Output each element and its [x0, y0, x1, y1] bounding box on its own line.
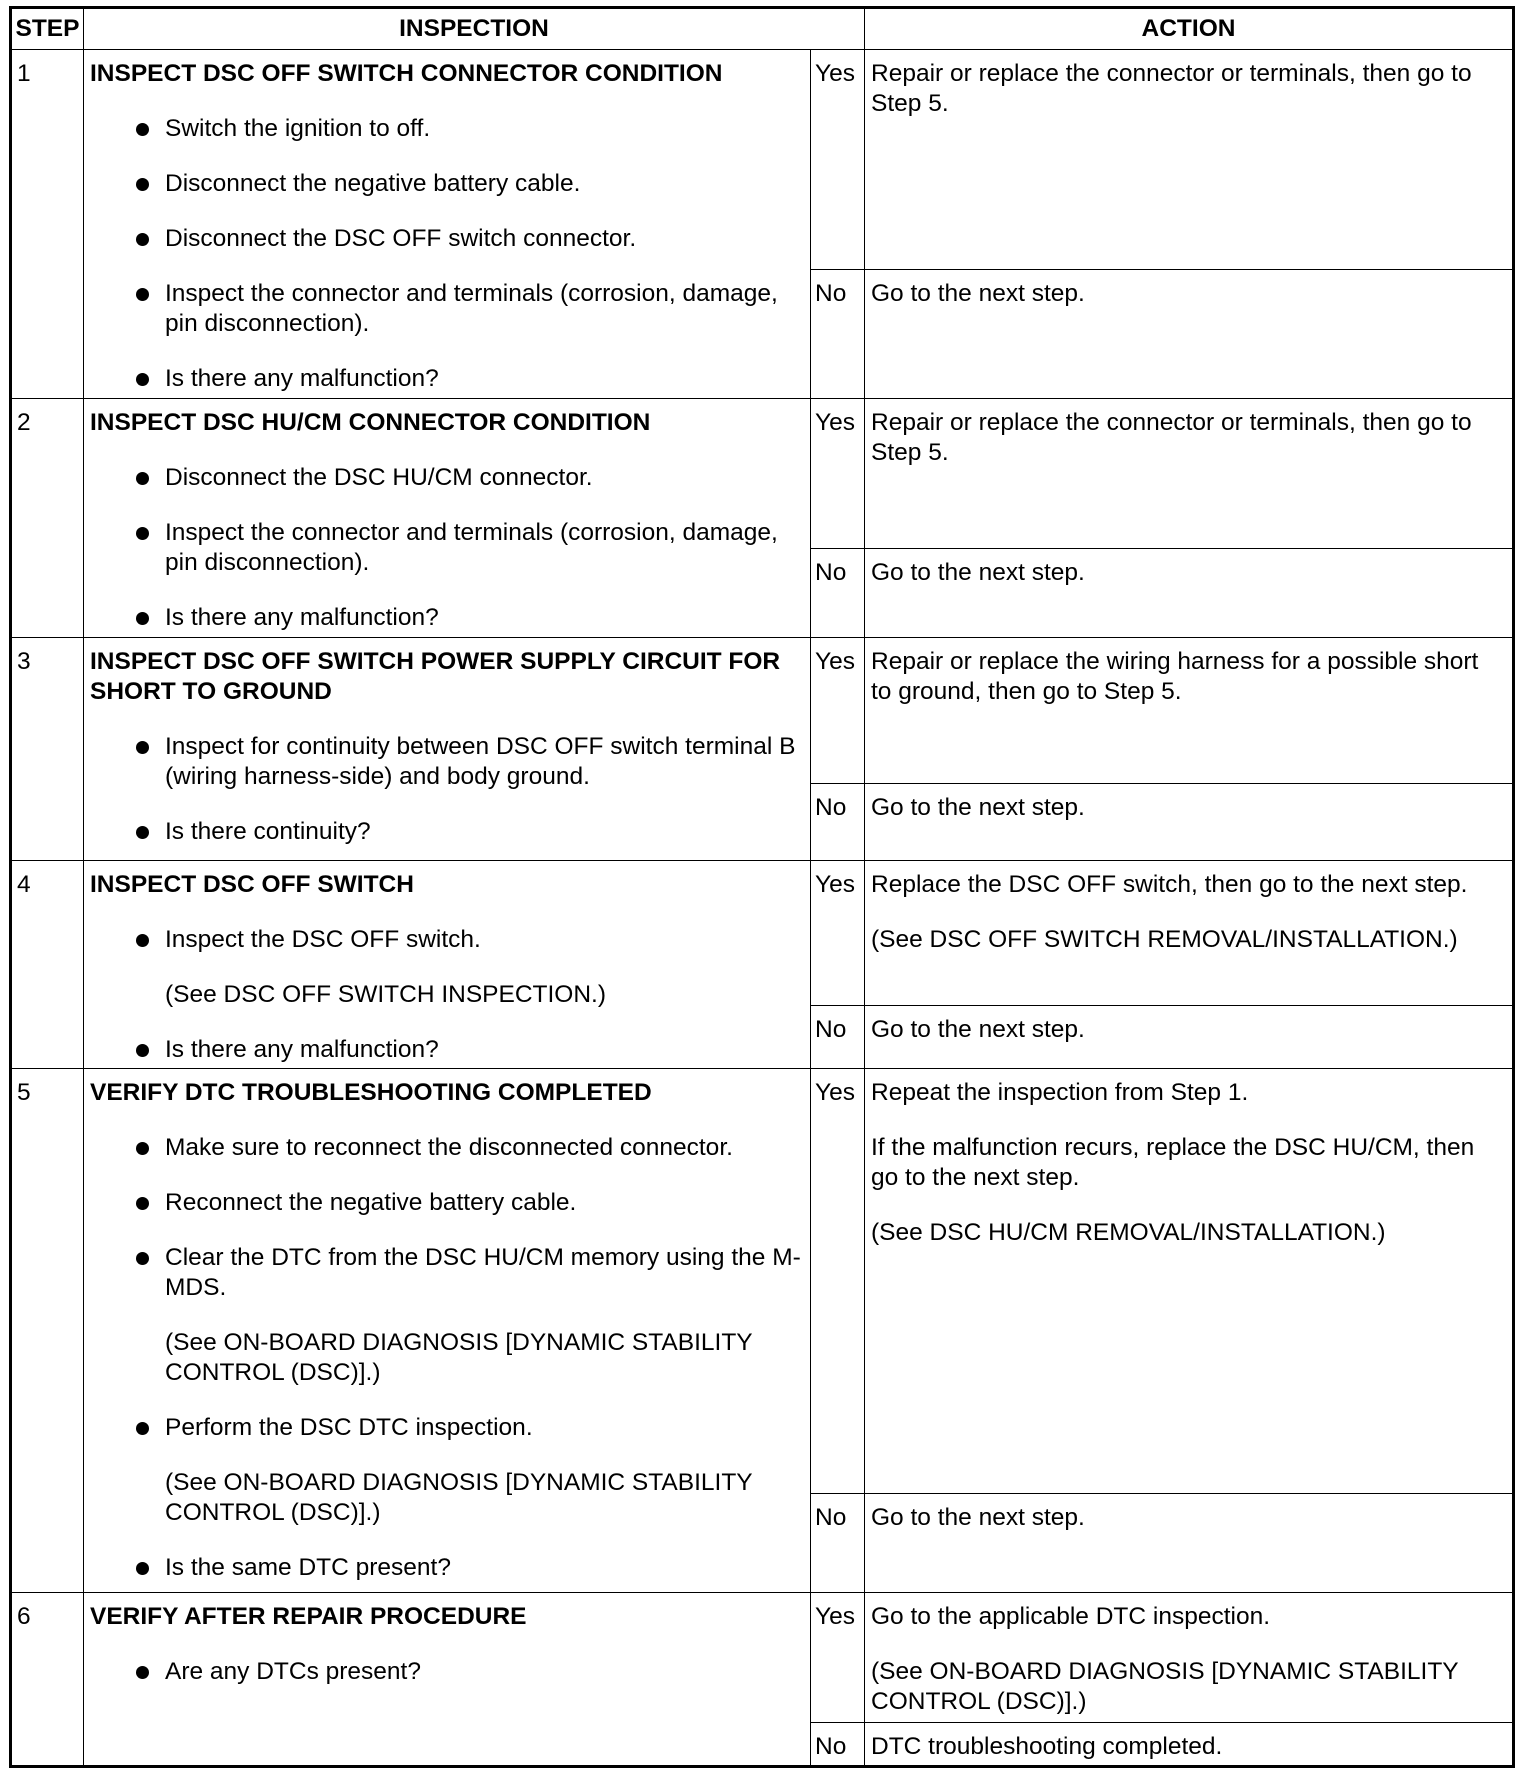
header-step: STEP: [11, 8, 84, 50]
inspection-cell: [84, 861, 811, 1069]
action-text: Go to the next step.: [871, 280, 1085, 307]
yes-action: [865, 1069, 1514, 1494]
bullet-text: Are any DTCs present?: [165, 1658, 421, 1685]
bullet-dot-icon: [136, 178, 149, 191]
bullet-dot-icon: [136, 1252, 149, 1265]
bullet-text: Reconnect the negative battery cable.: [165, 1189, 577, 1216]
step-number: 1: [11, 50, 84, 399]
step-row: [11, 399, 1514, 549]
bullet-text: Inspect the connector and terminals (corrosion, damage, pin disconnection).: [165, 280, 778, 337]
step-row: [11, 1069, 1514, 1494]
yes-label: Yes: [811, 399, 865, 549]
bullet-text: Perform the DSC DTC inspection.: [165, 1414, 533, 1441]
inspection-bullet: [90, 925, 804, 955]
action-text: Repeat the inspection from Step 1.: [871, 1079, 1249, 1106]
bullet-dot-icon: [136, 934, 149, 947]
step-title: INSPECT DSC OFF SWITCH POWER SUPPLY CIRCUIT FOR SHORT TO GROUND: [90, 648, 781, 705]
step-number: 3: [11, 638, 84, 861]
bullet-dot-icon: [136, 527, 149, 540]
action-text: (See DSC OFF SWITCH REMOVAL/INSTALLATION.): [871, 926, 1458, 953]
action-text: Repair or replace the wiring harness for a possible short to ground, then go to Step 5.: [871, 648, 1479, 705]
yes-label: Yes: [811, 638, 865, 784]
inspection-reference-note: (See ON-BOARD DIAGNOSIS [DYNAMIC STABILITY CONTROL (DSC)].): [165, 1329, 753, 1386]
step-title: INSPECT DSC HU/CM CONNECTOR CONDITION: [90, 409, 651, 436]
bullet-text: Disconnect the negative battery cable.: [165, 170, 581, 197]
inspection-bullet: [90, 1553, 804, 1583]
yes-action: [865, 1593, 1514, 1723]
no-label: No: [811, 549, 865, 638]
bullet-dot-icon: [136, 472, 149, 485]
action-text: Repair or replace the connector or terminals, then go to Step 5.: [871, 409, 1472, 466]
inspection-bullet: [90, 1035, 804, 1065]
step-row: [11, 861, 1514, 1006]
inspection-bullet: [90, 1657, 804, 1687]
inspection-cell: [84, 1593, 811, 1767]
yes-label: Yes: [811, 861, 865, 1006]
bullet-dot-icon: [136, 123, 149, 136]
inspection-bullet: [90, 817, 804, 847]
no-label: No: [811, 1494, 865, 1593]
bullet-dot-icon: [136, 1142, 149, 1155]
bullet-text: Is the same DTC present?: [165, 1554, 451, 1581]
troubleshooting-table: [9, 6, 1515, 1768]
bullet-text: Is there any malfunction?: [165, 365, 439, 392]
inspection-bullet: [90, 518, 804, 578]
step-number: 2: [11, 399, 84, 638]
yes-label: Yes: [811, 1069, 865, 1494]
step-number: 5: [11, 1069, 84, 1593]
header-inspection: INSPECTION: [84, 8, 865, 50]
bullet-text: Disconnect the DSC HU/CM connector.: [165, 464, 593, 491]
no-label: No: [811, 1723, 865, 1767]
yes-label: Yes: [811, 1593, 865, 1723]
bullet-dot-icon: [136, 1562, 149, 1575]
yes-action: [865, 861, 1514, 1006]
no-label: No: [811, 1006, 865, 1069]
step-number: 6: [11, 1593, 84, 1767]
step-title: VERIFY DTC TROUBLESHOOTING COMPLETED: [90, 1079, 652, 1106]
action-text: DTC troubleshooting completed.: [871, 1733, 1223, 1760]
bullet-text: Make sure to reconnect the disconnected connector.: [165, 1134, 733, 1161]
action-text: If the malfunction recurs, replace the DSC HU/CM, then go to the next step.: [871, 1134, 1475, 1191]
inspection-bullet: [90, 224, 804, 254]
inspection-bullet: [90, 463, 804, 493]
step-row: [11, 638, 1514, 784]
bullet-text: Disconnect the DSC OFF switch connector.: [165, 225, 637, 252]
inspection-cell: [84, 399, 811, 638]
action-text: Go to the applicable DTC inspection.: [871, 1603, 1271, 1630]
inspection-cell: [84, 1069, 811, 1593]
action-text: (See DSC HU/CM REMOVAL/INSTALLATION.): [871, 1219, 1386, 1246]
inspection-bullet: [90, 114, 804, 144]
no-action: [865, 1723, 1514, 1767]
bullet-dot-icon: [136, 1197, 149, 1210]
header-row: [11, 8, 1514, 50]
bullet-dot-icon: [136, 288, 149, 301]
bullet-dot-icon: [136, 373, 149, 386]
action-text: Go to the next step.: [871, 559, 1085, 586]
yes-action: [865, 50, 1514, 270]
inspection-bullet: [90, 279, 804, 339]
action-text: Replace the DSC OFF switch, then go to the next step.: [871, 871, 1468, 898]
no-action: [865, 549, 1514, 638]
inspection-bullet: [90, 1133, 804, 1163]
yes-action: [865, 638, 1514, 784]
bullet-text: Inspect the connector and terminals (corrosion, damage, pin disconnection).: [165, 519, 778, 576]
bullet-text: Inspect for continuity between DSC OFF switch terminal B (wiring harness-side) and body ground.: [165, 733, 796, 790]
no-action: [865, 784, 1514, 861]
inspection-cell: [84, 638, 811, 861]
bullet-text: Switch the ignition to off.: [165, 115, 431, 142]
bullet-dot-icon: [136, 233, 149, 246]
inspection-reference-note: (See ON-BOARD DIAGNOSIS [DYNAMIC STABILITY CONTROL (DSC)].): [165, 1469, 753, 1526]
inspection-bullet: [90, 1413, 804, 1443]
action-text: Repair or replace the connector or terminals, then go to Step 5.: [871, 60, 1472, 117]
action-text: Go to the next step.: [871, 1504, 1085, 1531]
bullet-dot-icon: [136, 1422, 149, 1435]
inspection-bullet: [90, 1243, 804, 1303]
step-title: INSPECT DSC OFF SWITCH CONNECTOR CONDITION: [90, 60, 723, 87]
bullet-text: Inspect the DSC OFF switch.: [165, 926, 481, 953]
inspection-reference-note: (See DSC OFF SWITCH INSPECTION.): [165, 981, 607, 1008]
inspection-bullet: [90, 169, 804, 199]
no-label: No: [811, 270, 865, 399]
inspection-bullet: [90, 603, 804, 633]
no-action: [865, 270, 1514, 399]
bullet-text: Is there any malfunction?: [165, 1036, 439, 1063]
bullet-dot-icon: [136, 1666, 149, 1679]
bullet-text: Is there any malfunction?: [165, 604, 439, 631]
step-row: [11, 1593, 1514, 1723]
header-action: ACTION: [865, 8, 1514, 50]
step-number: 4: [11, 861, 84, 1069]
no-action: [865, 1006, 1514, 1069]
action-text: Go to the next step.: [871, 794, 1085, 821]
step-title: INSPECT DSC OFF SWITCH: [90, 871, 414, 898]
bullet-dot-icon: [136, 741, 149, 754]
action-text: Go to the next step.: [871, 1016, 1085, 1043]
bullet-text: Is there continuity?: [165, 818, 371, 845]
bullet-dot-icon: [136, 826, 149, 839]
inspection-bullet: [90, 1188, 804, 1218]
step-title: VERIFY AFTER REPAIR PROCEDURE: [90, 1603, 527, 1630]
no-action: [865, 1494, 1514, 1593]
yes-action: [865, 399, 1514, 549]
inspection-bullet: [90, 732, 804, 792]
inspection-bullet: [90, 364, 804, 394]
step-row: [11, 50, 1514, 270]
inspection-cell: [84, 50, 811, 399]
bullet-text: Clear the DTC from the DSC HU/CM memory using the M-MDS.: [165, 1244, 801, 1301]
no-label: No: [811, 784, 865, 861]
action-text: (See ON-BOARD DIAGNOSIS [DYNAMIC STABILITY CONTROL (DSC)].): [871, 1658, 1459, 1715]
bullet-dot-icon: [136, 1044, 149, 1057]
yes-label: Yes: [811, 50, 865, 270]
bullet-dot-icon: [136, 612, 149, 625]
